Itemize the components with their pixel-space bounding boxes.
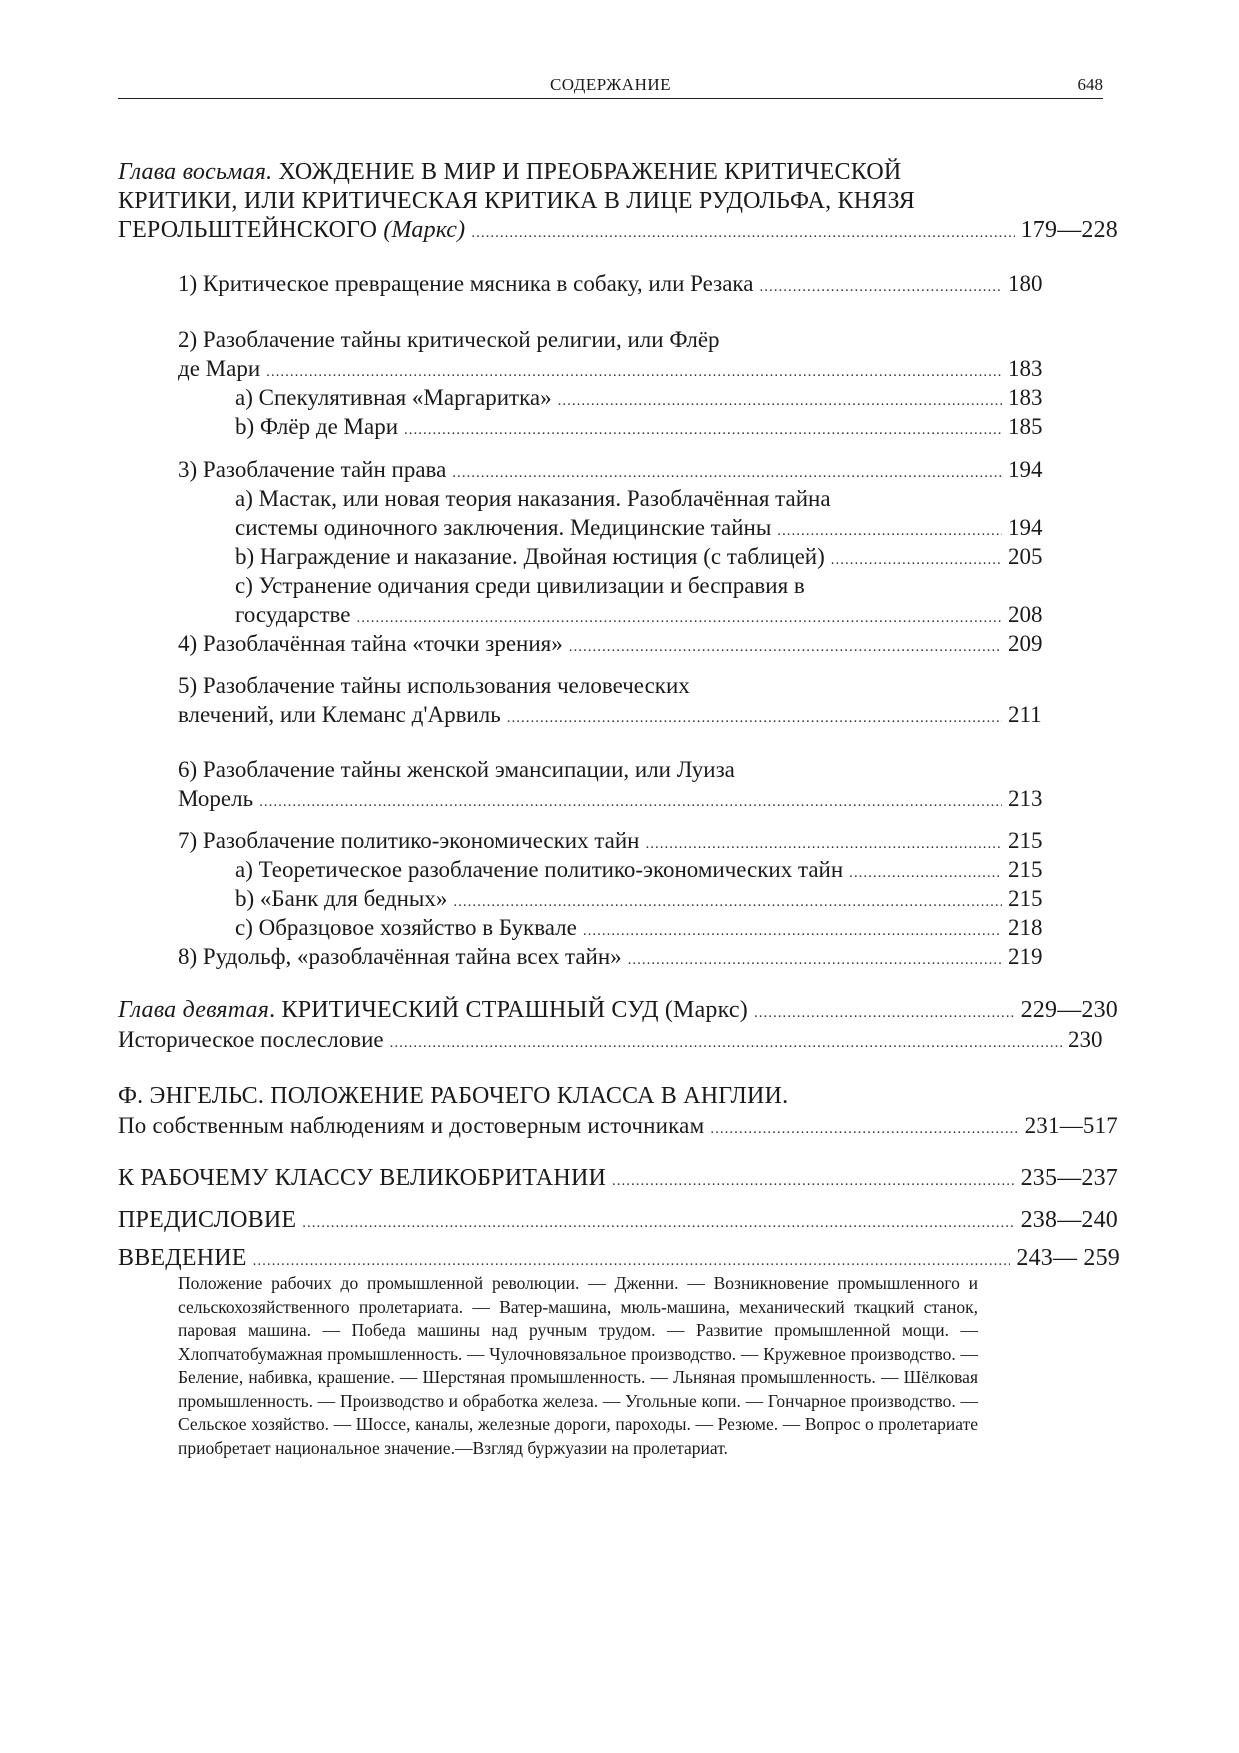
- chapter-title-line-3: ГЕРОЛЬШТЕЙНСКОГО: [118, 217, 384, 243]
- section-title: 3) Разоблачение тайн права: [178, 457, 447, 482]
- page-number: 211: [1008, 702, 1042, 727]
- page-number: 205: [1008, 544, 1043, 569]
- introduction-summary: Положение рабочих до промышленной революции. — Дженни. — Возникновение промышленного и сельскохозяйственного пролетариата. — Ватер-машина, мюль-машина, механический ткацкий станок, паровая машина. — Победа машины над ручным трудом. — Развитие промышленной мощи. — Хлопчатобумажная промышленность. — Чулочновязальное производство. — Кружевное производство. — Беление, набивка, крашение. — Шерстяная промышленность. — Льняная промышленность. — Шёлковая промышленность. — Производство и обработка железа. — Угольные копи. — Гончарное производство. — Сельское хозяйство. — Шоссе, каналы, железные дороги, пароходы. — Резюме. — Вопрос о пролетариате приобретает национальное значение.—Взгляд буржуазии на пролетариат.: [178, 1273, 978, 1458]
- work-title: Ф. ЭНГЕЛЬС. ПОЛОЖЕНИЕ РАБОЧЕГО КЛАССА В АНГЛИИ.: [118, 1083, 789, 1109]
- page-number: 180: [1008, 271, 1043, 296]
- toc-entry-section-4[interactable]: [178, 629, 1058, 658]
- page-range: 243— 259: [1016, 1245, 1120, 1271]
- toc-entry-section-5[interactable]: [178, 671, 1058, 729]
- toc-entry-section-6[interactable]: [178, 755, 1058, 813]
- leader-dots: [754, 996, 1015, 1028]
- leader-dots: [471, 216, 1014, 248]
- leader-dots: [759, 269, 1002, 302]
- page-number: 208: [1008, 602, 1043, 627]
- chapter-prefix: Глава восьмая.: [118, 159, 273, 185]
- entry-title: Историческое послесловие: [118, 1027, 384, 1052]
- subsection-title: a) Спекулятивная «Маргаритка»: [235, 385, 552, 410]
- toc-entry-section-3c[interactable]: [235, 571, 1058, 629]
- entry-title: К РАБОЧЕМУ КЛАССУ ВЕЛИКОБРИТАНИИ: [118, 1165, 607, 1191]
- toc-entry-section-2[interactable]: [178, 325, 1058, 383]
- work-subtitle: По собственным наблюдениям и достоверным источникам: [118, 1113, 705, 1138]
- toc-entry-chapter-8[interactable]: [118, 158, 1118, 245]
- section-title-line-1: 6) Разоблачение тайны женской эмансипации, или Луиза: [178, 757, 735, 782]
- leader-dots: [612, 1164, 1015, 1196]
- page-number: 185: [1008, 414, 1043, 439]
- subsection-title-line-1: a) Мастак, или новая теория наказания. Разоблачённая тайна: [235, 486, 831, 511]
- section-title: 4) Разоблачённая тайна «точки зрения»: [178, 631, 563, 656]
- page-range: 179—228: [1020, 217, 1118, 243]
- subsection-title-line-2: государстве: [235, 602, 351, 627]
- subsection-title-line-2: системы одиночного заключения. Медицинские тайны: [235, 515, 772, 540]
- leader-dots: [390, 1025, 1062, 1058]
- page-number: 219: [1008, 944, 1043, 969]
- toc-entry-chapter-9[interactable]: [118, 996, 1118, 1025]
- toc-entry-engels-work[interactable]: [118, 1082, 1118, 1140]
- toc-entry-preface[interactable]: [118, 1206, 1118, 1235]
- leader-dots: [569, 629, 1002, 662]
- toc-entry-section-7[interactable]: [178, 826, 1058, 855]
- subsection-title: b) Флёр де Мари: [235, 414, 398, 439]
- toc-entry-section-3[interactable]: [178, 455, 1058, 484]
- chapter-prefix: Глава девятая: [118, 997, 270, 1023]
- section-title: 1) Критическое превращение мясника в собаку, или Резака: [178, 271, 754, 296]
- leader-dots: [302, 1206, 1014, 1238]
- page-range: 229—230: [1020, 997, 1118, 1023]
- page-number: 215: [1008, 828, 1043, 853]
- page-number: 183: [1008, 385, 1043, 410]
- toc-entry-section-7a[interactable]: [235, 855, 1058, 884]
- page-range: 231—517: [1024, 1113, 1118, 1138]
- entry-title: ПРЕДИСЛОВИЕ: [118, 1207, 297, 1233]
- toc-entry-section-2a[interactable]: [235, 383, 1058, 412]
- subsection-title-line-1: c) Устранение одичания среди цивилизации и бесправия в: [235, 573, 805, 598]
- page-number: 209: [1008, 631, 1043, 656]
- subsection-title: b) Награждение и наказание. Двойная юстиция (с таблицей): [235, 544, 825, 569]
- section-title: 7) Разоблачение политико-экономических тайн: [178, 828, 640, 853]
- toc-entry-section-1[interactable]: [178, 269, 1058, 298]
- page-number: 194: [1008, 457, 1043, 482]
- section-title-line-2: Морель: [178, 786, 254, 811]
- page-range: 238—240: [1020, 1207, 1118, 1233]
- page-number: 218: [1008, 915, 1043, 940]
- page-number: 194: [1008, 515, 1043, 540]
- section-title-line-1: 2) Разоблачение тайны критической религии, или Флёр: [178, 327, 720, 352]
- page-number: 183: [1008, 356, 1043, 381]
- toc-entry-section-7c[interactable]: [235, 913, 1058, 942]
- section-title-line-1: 5) Разоблачение тайны использования человеческих: [178, 673, 690, 698]
- running-header: [118, 70, 1103, 99]
- leader-dots: [628, 942, 1002, 975]
- toc-entry-section-7b[interactable]: [235, 884, 1058, 913]
- entry-title: ВВЕДЕНИЕ: [118, 1245, 247, 1271]
- subsection-title: a) Теоретическое разоблачение политико-экономических тайн: [235, 857, 844, 882]
- leader-dots: [404, 412, 1002, 445]
- leader-dots: [259, 784, 1002, 817]
- chapter-title-line-1: ХОЖДЕНИЕ В МИР И ПРЕОБРАЖЕНИЕ КРИТИЧЕСКОЙ: [272, 159, 902, 185]
- header-page-number: 648: [1077, 75, 1103, 94]
- subsection-title: b) «Банк для бедных»: [235, 886, 448, 911]
- toc-entry-section-8[interactable]: [178, 942, 1058, 971]
- subsection-title: c) Образцовое хозяйство в Буквале: [235, 915, 577, 940]
- toc-entry-to-working-class[interactable]: [118, 1164, 1118, 1193]
- section-title-line-2: влечений, или Клеманс д'Арвиль: [178, 702, 501, 727]
- page-number: 230: [1068, 1027, 1103, 1052]
- toc-entry-section-3b[interactable]: [235, 542, 1058, 571]
- toc-entry-section-3a[interactable]: [235, 484, 1058, 542]
- leader-dots: [507, 700, 1002, 733]
- header-title: СОДЕРЖАНИЕ: [549, 75, 672, 94]
- page-number: 215: [1008, 886, 1043, 911]
- section-title-line-2: де Мари: [178, 356, 261, 381]
- leader-dots: [710, 1111, 1018, 1144]
- page-range: 235—237: [1020, 1165, 1118, 1191]
- toc-entry-section-2b[interactable]: [235, 412, 1058, 441]
- chapter-author: (Маркс): [383, 217, 466, 243]
- chapter-title-line-2: КРИТИКИ, ИЛИ КРИТИЧЕСКАЯ КРИТИКА В ЛИЦЕ РУДОЛЬФА, КНЯЗЯ: [118, 188, 916, 214]
- page-number: 213: [1008, 786, 1043, 811]
- page-number: 215: [1008, 857, 1043, 882]
- toc-entry-historical-afterword[interactable]: [118, 1025, 1118, 1054]
- section-title: 8) Рудольф, «разоблачённая тайна всех тайн»: [178, 944, 622, 969]
- chapter-title: . КРИТИЧЕСКИЙ СТРАШНЫЙ СУД (Маркс): [269, 997, 748, 1023]
- toc-entry-introduction[interactable]: [118, 1244, 1120, 1273]
